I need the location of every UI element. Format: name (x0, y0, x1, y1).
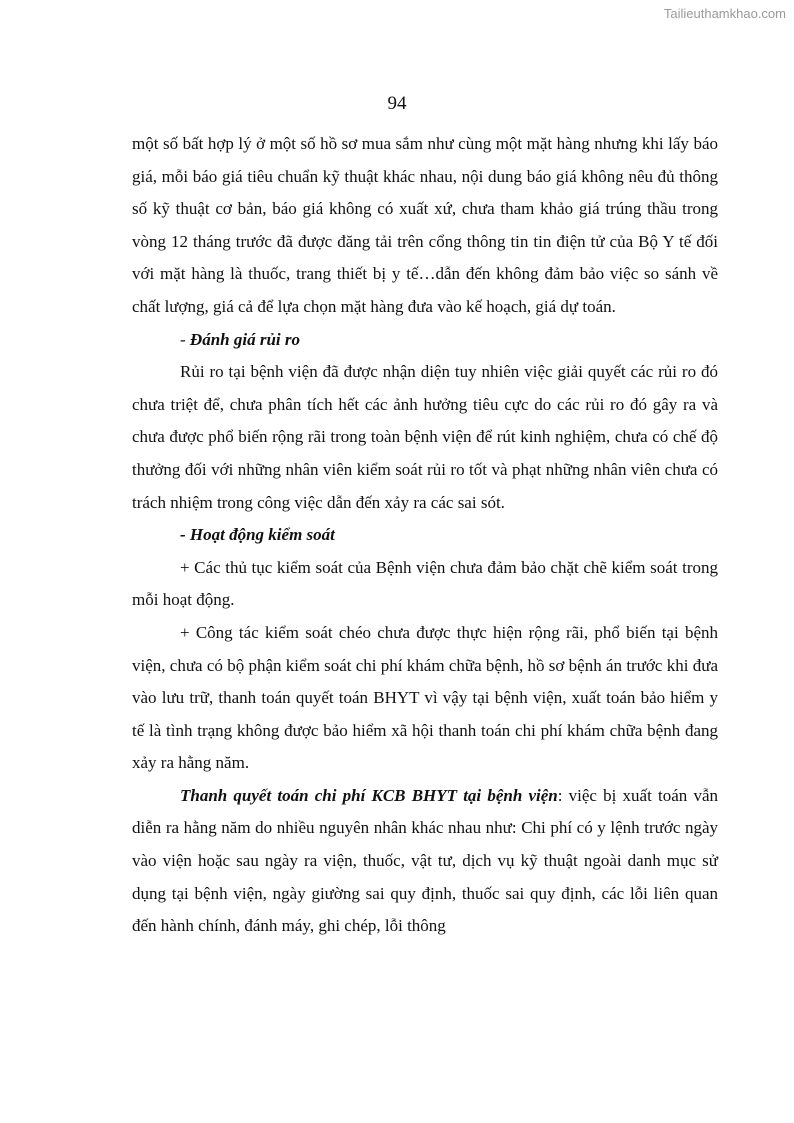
paragraph-risk: Rủi ro tại bệnh viện đã được nhận diện tuy nhiên việc giải quyết các rủi ro đó chưa triệt để, chưa phân tích hết các ảnh hưởng tiêu cực do các rủi ro đó gây ra và chưa được phổ biến rộng rãi trong toàn bệnh viện để rút kinh nghiệm, chưa có chế độ thưởng đối với những nhân viên kiểm soát rủi ro tốt và phạt những nhân viên chưa có trách nhiệm trong công việc dẫn đến xảy ra các sai sót. (132, 362, 718, 512)
paragraph-cross-control: + Công tác kiểm soát chéo chưa được thực hiện rộng rãi, phổ biến tại bệnh viện, chưa có bộ phận kiểm soát chi phí khám chữa bệnh, hồ sơ bệnh án trước khi đưa vào lưu trữ, thanh toán quyết toán BHYT vì vậy tại bệnh viện, xuất toán bảo hiểm y tế là tình trạng không được bảo hiểm xã hội thanh toán chi phí khám chữa bệnh đang xảy ra hằng năm. (132, 622, 718, 773)
heading-control-activities: - Hoạt động kiểm soát (180, 525, 335, 545)
heading-risk-assessment-text: Đánh giá rủi ro (189, 329, 300, 349)
settlement-lead: Thanh quyết toán chi phí KCB BHYT tại bệnh viện (180, 785, 558, 805)
paragraph-procurement: một số bất hợp lý ở một số hồ sơ mua sắm như cùng một mặt hàng nhưng khi lấy báo giá, mỗi báo giá tiêu chuẩn kỹ thuật khác nhau, nội dung báo giá không nêu đủ thông số kỹ thuật cơ bản, báo giá không có xuất xứ, chưa tham khảo giá trúng thầu trong vòng 12 tháng trước đã được đăng tải trên cổng thông tin tin điện tử của Bộ Y tế đối với mặt hàng là thuốc, trang thiết bị y tế…dẫn đến không đảm bảo việc so sánh về chất lượng, giá cả để lựa chọn mặt hàng đưa vào kế hoạch, giá dự toán. (132, 134, 718, 316)
paragraph-settlement (132, 780, 718, 943)
watermark: Tailieuthamkhao.com (663, 6, 786, 21)
settlement-text: : việc bị xuất toán vẫn diễn ra hằng năm do nhiều nguyên nhân khác nhau như: Chi phí có y lệnh trước ngày vào viện hoặc sau ngày ra viện, thuốc, vật tư, dịch vụ kỹ thuật ngoài danh mục sử dụng tại bệnh viện, ngày giường sai quy định, thuốc sai quy định, các lỗi liên quan đến hành chính, đánh máy, ghi chép, lỗi thông (132, 785, 718, 936)
heading-dash: - (180, 329, 190, 349)
document-body (132, 128, 718, 943)
page-number: 94 (387, 93, 407, 114)
heading-risk-assessment (132, 324, 718, 357)
paragraph-control-procedures: + Các thủ tục kiểm soát của Bệnh viện chưa đảm bảo chặt chẽ kiểm soát trong mỗi hoạt động. (132, 557, 718, 610)
